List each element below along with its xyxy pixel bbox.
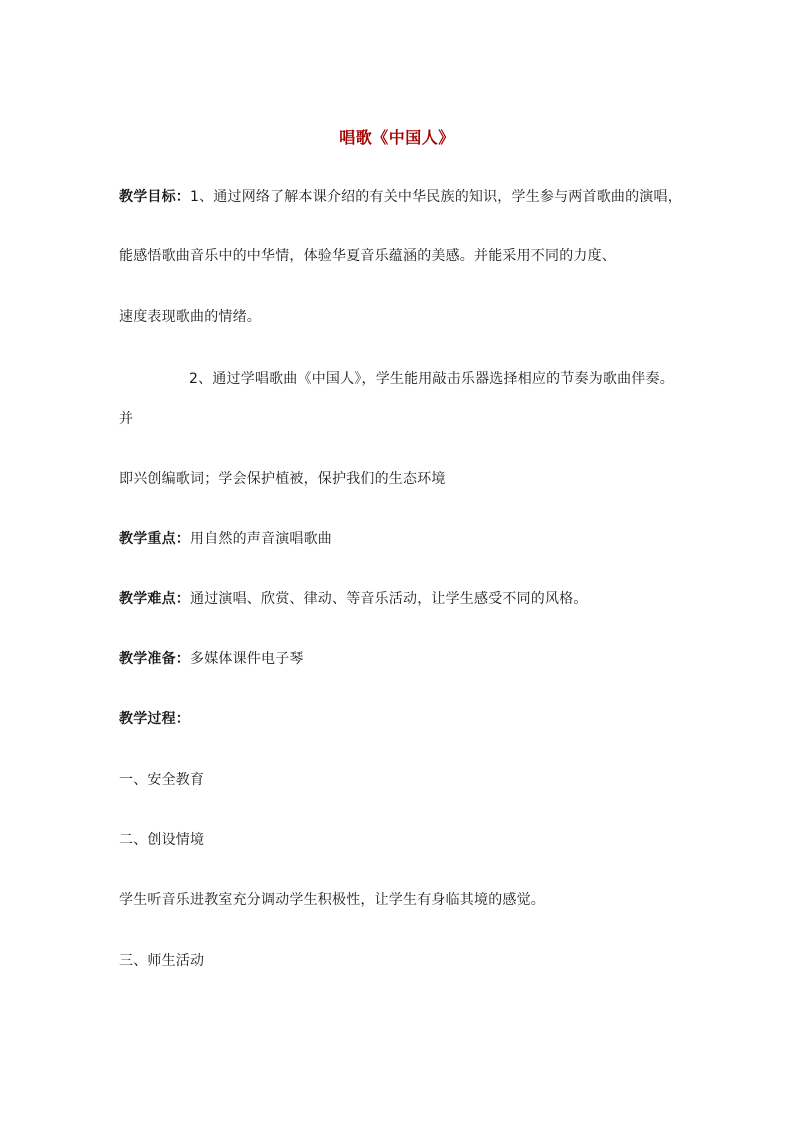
goals-line-2: 能感悟歌曲音乐中的中华情，体验华夏音乐蕴涵的美感。并能采用不同的力度、 [119,248,616,264]
difficulty-line [119,589,588,609]
prep-label: 教学准备： [119,651,190,667]
step-1-heading: 一、安全教育 [119,772,205,788]
process-label: 教学过程： [119,711,190,727]
goals-text-1: 1、通过网络了解本课介绍的有关中华民族的知识，学生参与两首歌曲的演唱， [190,189,682,205]
focus-text: 用自然的声音演唱歌曲 [190,531,332,547]
goals-label: 教学目标： [119,189,190,205]
goals2-line-3: 即兴创编歌词；学会保护植被，保护我们的生态环境 [119,471,446,487]
prep-text: 多媒体课件电子琴 [190,651,304,667]
difficulty-text: 通过演唱、欣赏、律动、等音乐活动，让学生感受不同的风格。 [190,591,588,607]
difficulty-label: 教学难点： [119,591,190,607]
goals2-line-2: 并 [119,411,134,427]
page-title: 唱歌《中国人》 [339,128,455,147]
prep-line [119,649,304,669]
goals-line-1 [119,187,682,207]
goals2-line-1: 2、通过学唱歌曲《中国人》，学生能用敲击乐器选择相应的节奏为歌曲伴奏。 [189,371,674,387]
step-2-text: 学生听音乐进教室充分调动学生积极性，让学生有身临其境的感觉。 [119,892,545,908]
step-2-heading: 二、创设情境 [119,832,205,848]
goals-line-3: 速度表现歌曲的情绪。 [119,309,261,325]
focus-line [119,529,332,549]
focus-label: 教学重点： [119,531,190,547]
step-3-heading: 三、师生活动 [119,953,205,969]
